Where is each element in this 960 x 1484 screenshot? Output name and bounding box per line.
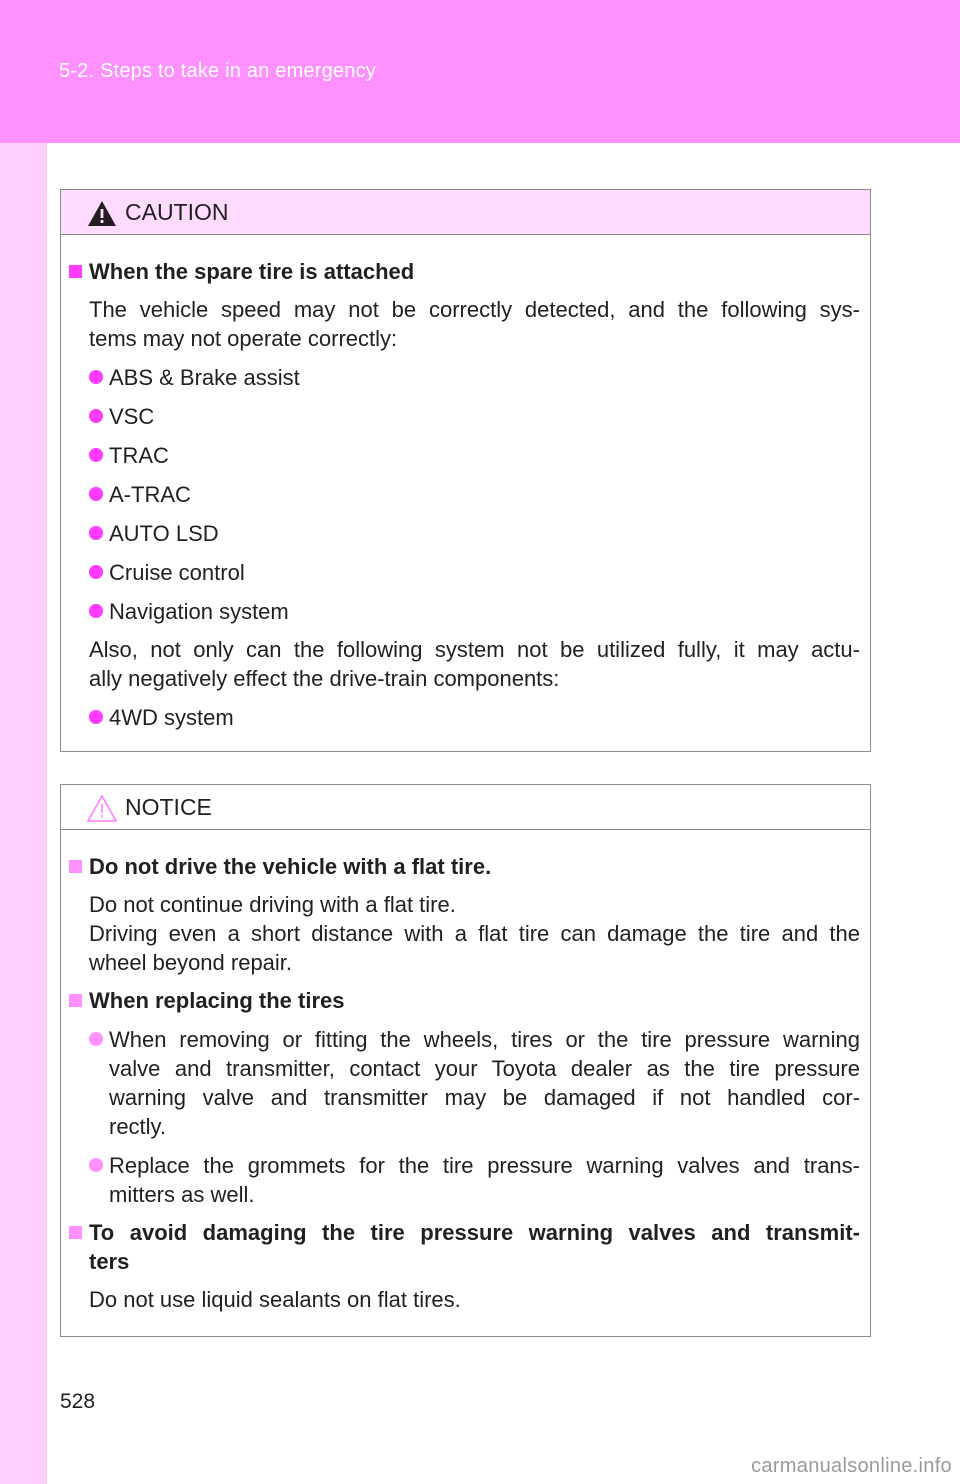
warning-outline-icon <box>87 794 117 822</box>
page-header <box>0 0 960 143</box>
warning-filled-icon <box>87 199 117 227</box>
text-line: ters <box>89 1249 130 1274</box>
caution-also <box>89 635 860 693</box>
notice-section-title: To avoid damaging the tire pressure warning valves and transmit- ters <box>69 1218 860 1276</box>
text-line: wheel beyond repair. <box>89 950 293 975</box>
circle-bullet-icon <box>89 487 103 501</box>
circle-bullet-icon <box>89 710 103 724</box>
circle-bullet-icon <box>89 526 103 540</box>
notice-section-title: When replacing the tires <box>69 986 860 1015</box>
list-item: ABS & Brake assist <box>89 363 860 392</box>
notice-box <box>60 784 871 1337</box>
circle-bullet-icon <box>89 1158 103 1172</box>
page-number: 528 <box>60 1390 96 1413</box>
caution-header <box>61 190 870 235</box>
notice-section-text <box>89 1285 860 1314</box>
text-line: valve and transmitter, contact your Toyota dealer as the tire pressure <box>109 1056 860 1081</box>
list-item: TRAC <box>89 441 860 470</box>
text-line: Replace the grommets for the tire pressure warning valves and trans- <box>109 1153 860 1178</box>
text-line: Do not continue driving with a flat tire. <box>89 892 456 917</box>
section-title: 5-2. Steps to take in an emergency <box>59 60 376 82</box>
list-item: Navigation system <box>89 597 860 626</box>
list-item: AUTO LSD <box>89 519 860 548</box>
watermark: carmanualsonline.info <box>751 1455 952 1477</box>
text-line: Driving even a short distance with a flat tire can damage the tire and the <box>89 921 860 946</box>
text-line: When removing or fitting the wheels, tires or the tire pressure warning <box>109 1027 860 1052</box>
text-line: The vehicle speed may not be correctly detected, and the following sys- <box>89 297 860 322</box>
square-bullet-icon <box>69 860 82 873</box>
caution-body <box>61 235 870 732</box>
notice-section-2 <box>89 986 860 1209</box>
circle-bullet-icon <box>89 370 103 384</box>
text-line: tems may not operate correctly: <box>89 326 398 351</box>
circle-bullet-icon <box>89 1032 103 1046</box>
text-line: Also, not only can the following system not be utilized fully, it may actu- <box>89 637 860 662</box>
list-item <box>89 1151 860 1209</box>
caution-box <box>60 189 871 752</box>
notice-label: NOTICE <box>125 794 212 820</box>
notice-body <box>61 830 870 1314</box>
list-item: VSC <box>89 402 860 431</box>
list-item <box>89 1025 860 1141</box>
text-line: mitters as well. <box>109 1182 255 1207</box>
circle-bullet-icon <box>89 565 103 579</box>
circle-bullet-icon <box>89 604 103 618</box>
list-item: 4WD system <box>89 703 860 732</box>
side-band <box>0 143 47 1484</box>
caution-label: CAUTION <box>125 199 229 225</box>
text-line: Do not use liquid sealants on flat tires. <box>89 1287 461 1312</box>
notice-section-1 <box>89 852 860 977</box>
caution-section <box>89 257 860 732</box>
notice-section-title: Do not drive the vehicle with a flat tire. <box>69 852 860 881</box>
caution-section-title: When the spare tire is attached <box>69 257 860 286</box>
circle-bullet-icon <box>89 448 103 462</box>
square-bullet-icon <box>69 1226 82 1239</box>
list-item: Cruise control <box>89 558 860 587</box>
text-line: warning valve and transmitter may be damaged if not handled cor- <box>109 1085 860 1110</box>
notice-section-3 <box>89 1218 860 1314</box>
text-line: rectly. <box>109 1114 167 1139</box>
caution-intro <box>89 295 860 353</box>
square-bullet-icon <box>69 265 82 278</box>
square-bullet-icon <box>69 994 82 1007</box>
notice-header <box>61 785 870 830</box>
list-item: A-TRAC <box>89 480 860 509</box>
circle-bullet-icon <box>89 409 103 423</box>
text-line: ally negatively effect the drive-train components: <box>89 666 560 691</box>
notice-section-text <box>89 890 860 977</box>
